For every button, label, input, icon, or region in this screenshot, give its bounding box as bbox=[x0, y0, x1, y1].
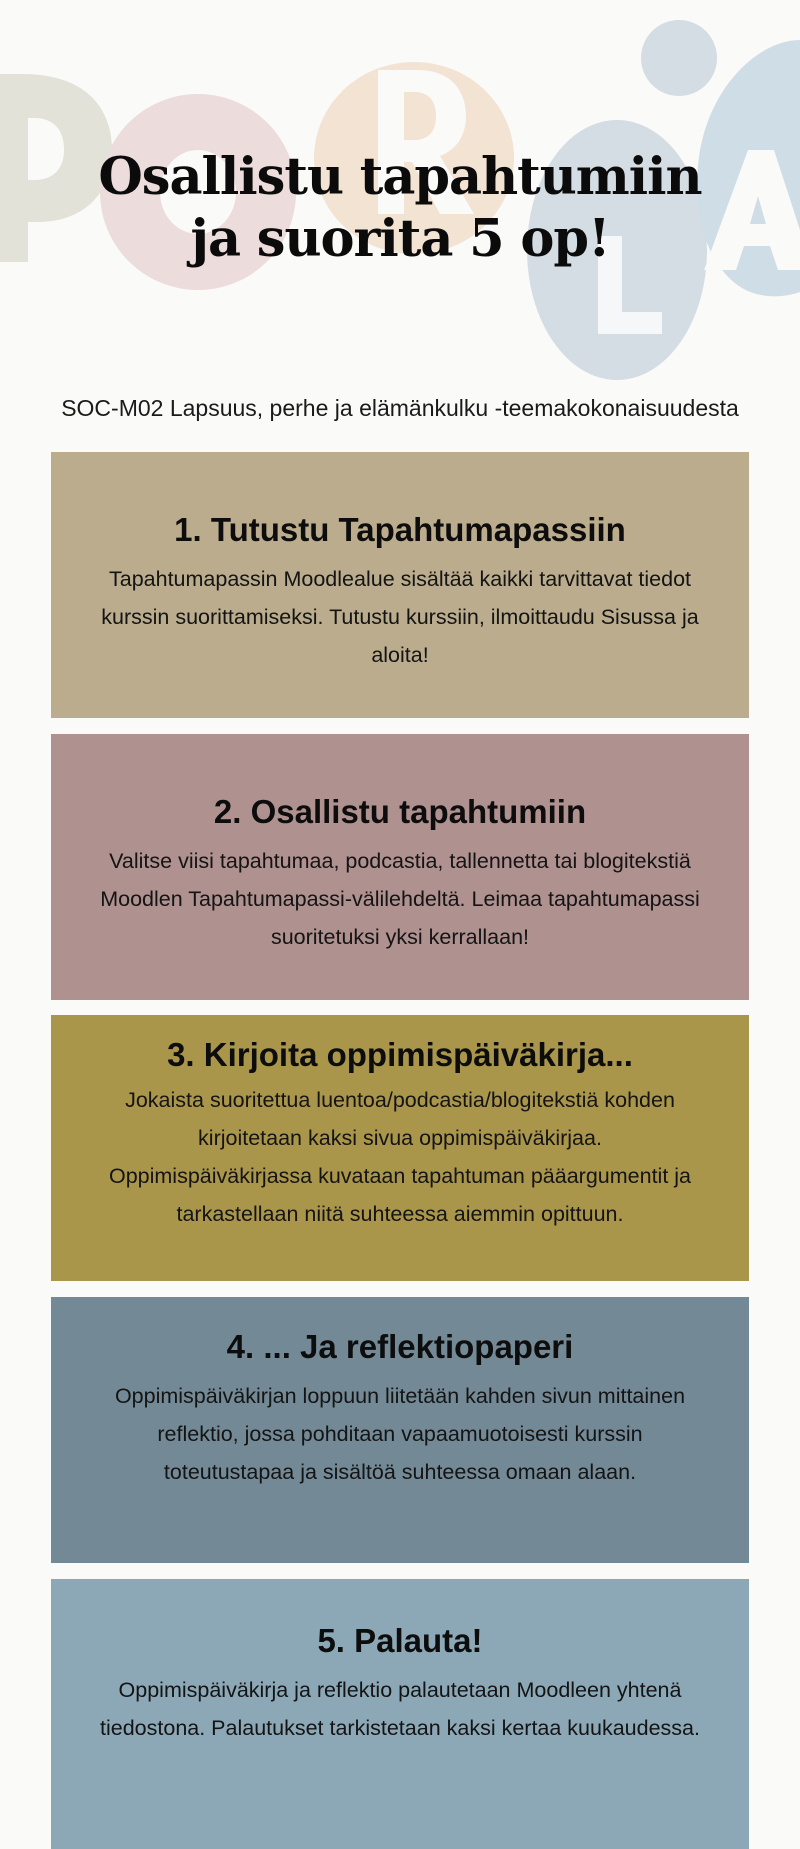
step-text: Oppimispäiväkirjan loppuun liitetään kahden sivun mittainen reflektio, jossa pohditaan vapaamuotoisesti kurssin toteutustapaa ja sisältöä suhteessa omaan alaan. bbox=[114, 1384, 686, 1484]
step-text: Tapahtumapassin Moodlealue sisältää kaikki tarvittavat tiedot kurssin suorittamiseksi. Tutustu kurssiin, ilmoittaudu Sisussa ja aloita! bbox=[101, 567, 699, 667]
step-card-1 bbox=[51, 452, 749, 718]
page-title-line2: ja suorita 5 op! bbox=[190, 209, 610, 269]
step-card-2 bbox=[51, 734, 749, 1000]
step-card-3 bbox=[51, 1015, 749, 1281]
step-card-5 bbox=[51, 1579, 749, 1849]
step-title: 5. Palauta! bbox=[317, 1622, 483, 1659]
course-subtitle: SOC-M02 Lapsuus, perhe ja elämänkulku -teemakokonaisuudesta bbox=[61, 395, 739, 421]
step-text: Jokaista suoritettua luentoa/podcastia/blogitekstiä kohden kirjoitetaan kaksi sivua oppimispäiväkirjaa. Oppimispäiväkirjassa kuvataan tapahtuman pääargumentit ja tarkastellaan niitä suhteessa aiemmin opittuun. bbox=[108, 1088, 692, 1226]
step-card-4 bbox=[51, 1297, 749, 1563]
step-text: Valitse viisi tapahtumaa, podcastia, tallennetta tai blogitekstiä Moodlen Tapahtumapassi-välilehdeltä. Leimaa tapahtumapassi suoritetuksi yksi kerrallaan! bbox=[100, 849, 700, 949]
page-title-line1: Osallistu tapahtumiin bbox=[98, 147, 702, 207]
step-title: 3. Kirjoita oppimispäiväkirja... bbox=[167, 1036, 633, 1073]
step-title: 4. ... Ja reflektiopaperi bbox=[226, 1328, 574, 1365]
step-text: Oppimispäiväkirja ja reflektio palautetaan Moodleen yhtenä tiedostona. Palautukset tarkistetaan kaksi kertaa kuukaudessa. bbox=[100, 1678, 700, 1740]
step-title: 2. Osallistu tapahtumiin bbox=[213, 793, 587, 830]
page-title bbox=[0, 146, 800, 270]
step-title: 1. Tutustu Tapahtumapassiin bbox=[174, 511, 626, 548]
hero-banner bbox=[0, 0, 800, 400]
